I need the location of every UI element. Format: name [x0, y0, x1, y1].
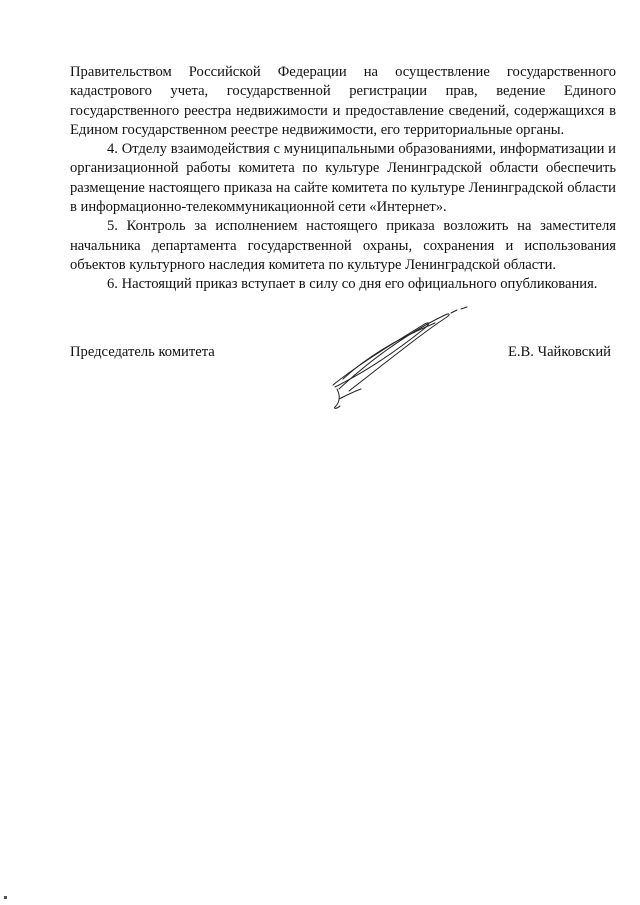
page-mark [4, 896, 7, 899]
paragraph-4: 4. Отделу взаимодействия с муниципальными образованиями, информатизации и организационной работы комитета по культуре Ленинградской области обеспечить размещение настоящего приказа на сайте комитета по культуре Ленинградской области в информационно-телекоммуникационной сети «Интернет». [70, 141, 616, 216]
signature-icon [325, 303, 485, 415]
paragraph-5: 5. Контроль за исполнением настоящего приказа возложить на заместителя начальника департамента государственной охраны, сохранения и использования объектов культурного наследия комитета по культуре Ленинградской области. [70, 218, 616, 273]
signatory-role: Председатель комитета [70, 344, 215, 360]
document-body [70, 63, 616, 295]
paragraph-continuation: Правительством Российской Федерации на осуществление государственного кадастрового учета, государственной регистрации прав, ведение Единого государственного реестра недвижимости и предоставление сведений, содержащихся в Едином государственном реестре недвижимости, его территориальные органы. [70, 64, 616, 138]
signatory-name: Е.В. Чайковский [507, 344, 611, 360]
paragraph-6: 6. Настоящий приказ вступает в силу со дня его официального опубликования. [107, 276, 598, 293]
